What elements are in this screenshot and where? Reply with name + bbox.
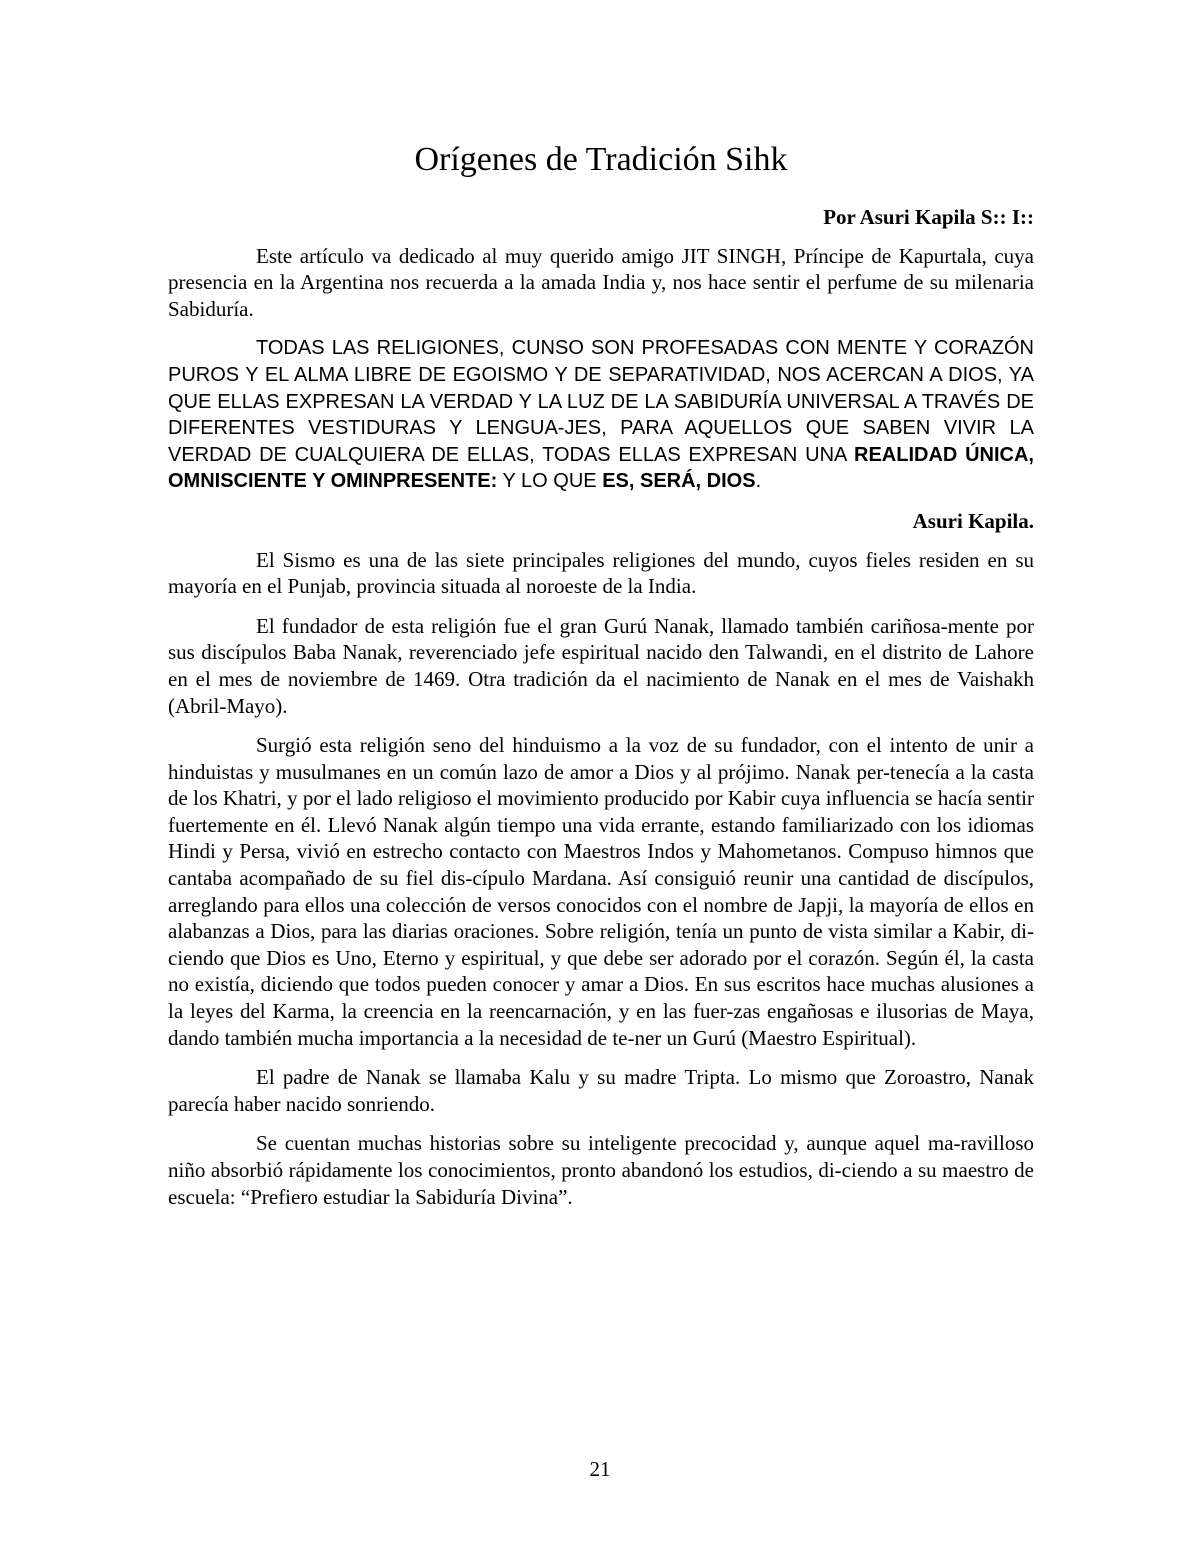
- epigraph-text: Y LO QUE: [497, 470, 603, 493]
- epigraph-signature: Asuri Kapila.: [912, 508, 1034, 533]
- epigraph-bold-phrase: ES, SERÁ, DIOS: [602, 470, 756, 493]
- body-paragraph: El Sismo es una de las siete principales religiones del mundo, cuyos fieles residen en su mayoría en el Punjab, provincia situada al noroeste de la India.: [168, 547, 1034, 599]
- body-paragraph: El fundador de esta religión fue el gran Gurú Nanak, llamado también cariñosa-mente por sus discípulos Baba Nanak, reverenciado jefe espiritual nacido den Talwandi, en el distrito de Lahore en el mes de noviembre de 1469. Otra tradición da el nacimiento de Nanak en el mes de Vaishakh (Abril-Mayo).: [168, 613, 1034, 718]
- page-number: 21: [589, 1457, 611, 1481]
- page-title: Orígenes de Tradición Sihk: [414, 141, 788, 178]
- epigraph-paragraph: [168, 335, 1034, 495]
- epigraph-bold-phrase: REALIDAD ÚNICA, OMNISCIENTE Y OMINPRESENTE:: [168, 443, 1034, 493]
- body-paragraph: Surgió esta religión seno del hinduismo a la voz de su fundador, con el intento de unir a hinduistas y musulmanes en un común lazo de amor a Dios y al prójimo. Nanak per-tenecía a la casta de los Khatri, y por el lado religioso el movimiento producido por Kabir cuya influencia se hacía sentir fuertemente en él. Llevó Nanak algún tiempo una vida errante, estando familiarizado con los idiomas Hindi y Persa, vivió en estrecho contacto con Maestros Indos y Mahometanos. Compuso himnos que cantaba acompañado de su fiel dis-cípulo Mardana. Así consiguió reunir una cantidad de discípulos, arreglando para ellos una colección de versos conocidos con el nombre de Japji, la mayoría de ellos en alabanzas a Dios, para las diarias oraciones. Sobre religión, tenía un punto de vista similar a Kabir, di-ciendo que Dios es Uno, Eterno y espiritual, y que debe ser adorado por el corazón. Según él, la casta no existía, diciendo que todos pueden conocer y amar a Dios. En sus escritos hace muchas alusiones a la leyes del Karma, la creencia en la reencarnación, y en las fuer-zas engañosas e ilusorias de Maya, dando también mucha importancia a la necesidad de te-ner un Gurú (Maestro Espiritual).: [168, 733, 1034, 1050]
- epigraph-text: .: [755, 470, 762, 493]
- epigraph-text: TODAS LAS RELIGIONES, CUNSO SON PROFESADAS CON MENTE Y CORAZÓN PUROS Y EL ALMA LIBRE DE EGOISMO Y DE SEPARATIVIDAD, NOS ACERCAN A DIOS, YA QUE ELLAS EXPRESAN LA VERDAD Y LA LUZ DE LA SABIDURÍA UNIVERSAL A TRAVÉS DE DIFERENTES VESTIDURAS Y LENGUA-JES, PARA AQUELLOS QUE SABEN VIVIR LA VERDAD DE CUALQUIERA DE ELLAS, TODAS ELLAS EXPRESAN UNA: [168, 337, 1034, 466]
- body-paragraph: El padre de Nanak se llamaba Kalu y su madre Tripta. Lo mismo que Zoroastro, Nanak parecía haber nacido sonriendo.: [168, 1065, 1034, 1116]
- body-paragraph: Se cuentan muchas historias sobre su inteligente precocidad y, aunque aquel ma-ravilloso niño absorbió rápidamente los conocimientos, pronto abandonó los estudios, di-ciendo a su maestro de escuela: “Prefiero estudiar la Sabiduría Divina”.: [168, 1131, 1034, 1209]
- document-page: [168, 140, 1034, 1223]
- dedication-paragraph: Este artículo va dedicado al muy querido amigo JIT SINGH, Príncipe de Kapurtala, cuya presencia en la Argentina nos recuerda a la amada India y, nos hace sentir el perfume de su milenaria Sabiduría.: [168, 243, 1034, 321]
- author-byline: Por Asuri Kapila S:: I::: [823, 205, 1034, 229]
